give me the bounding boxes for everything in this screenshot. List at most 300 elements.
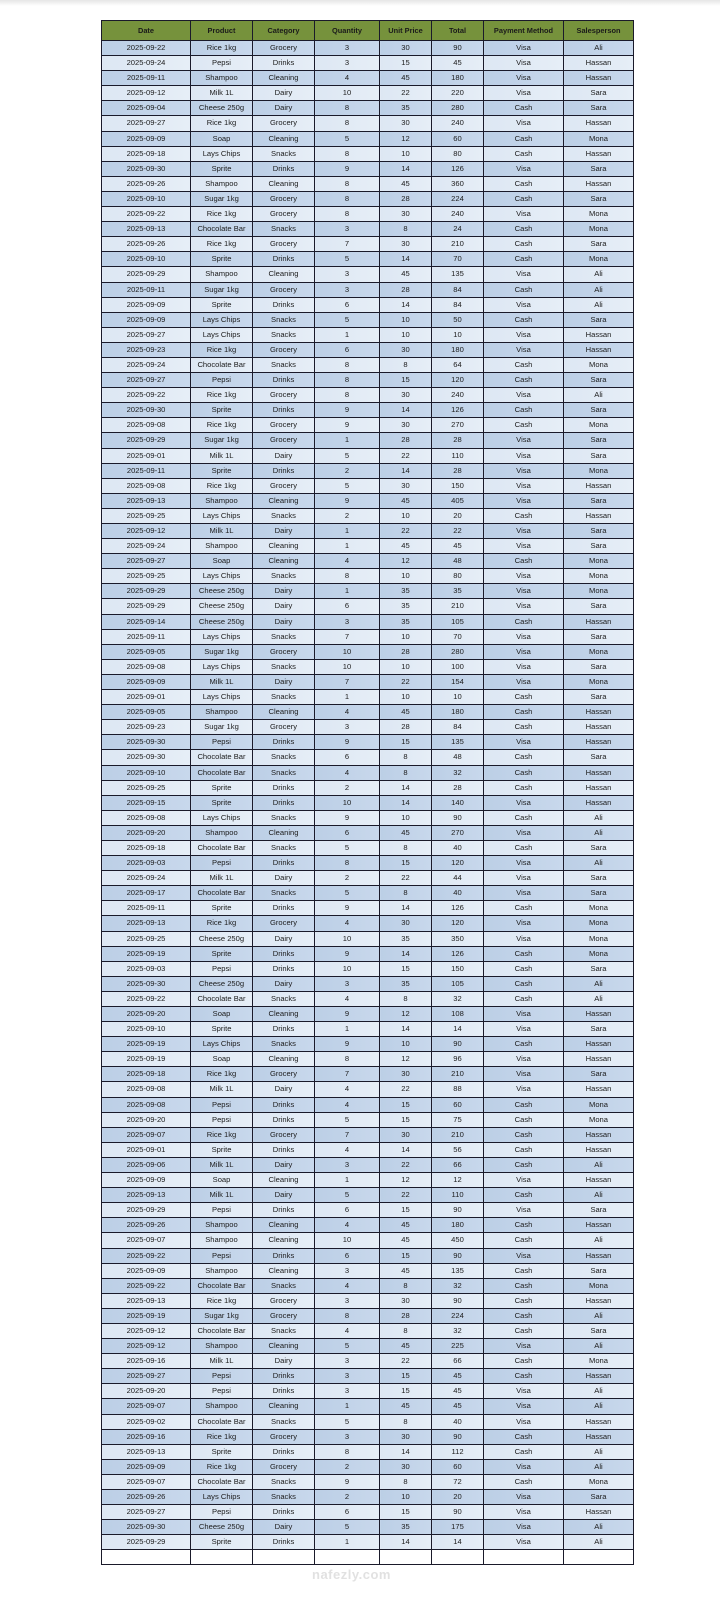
- cell-category: Drinks: [253, 961, 315, 976]
- cell-total: 135: [432, 267, 484, 282]
- cell-date: 2025-09-25: [102, 569, 191, 584]
- cell-unit-price: 15: [380, 1248, 432, 1263]
- cell-payment-method: Cash: [484, 976, 564, 991]
- sales-table: [101, 20, 634, 1565]
- cell-quantity: 6: [315, 825, 380, 840]
- cell-product: Lays Chips: [191, 327, 253, 342]
- cell-payment-method: Cash: [484, 1278, 564, 1293]
- cell-quantity: 8: [315, 373, 380, 388]
- cell-unit-price: 10: [380, 146, 432, 161]
- cell-date: 2025-09-13: [102, 1188, 191, 1203]
- cell-payment-method: Cash: [484, 1127, 564, 1142]
- table-row: [102, 946, 634, 961]
- cell-payment-method: Visa: [484, 71, 564, 86]
- cell-unit-price: 30: [380, 237, 432, 252]
- cell-product: Lays Chips: [191, 659, 253, 674]
- cell-category: Grocery: [253, 191, 315, 206]
- cell-quantity: 5: [315, 312, 380, 327]
- cell-quantity: 9: [315, 810, 380, 825]
- cell-total: 60: [432, 131, 484, 146]
- table-row: [102, 991, 634, 1006]
- cell-total: 45: [432, 1369, 484, 1384]
- cell-payment-method: Cash: [484, 901, 564, 916]
- table-row: [102, 433, 634, 448]
- cell-unit-price: 10: [380, 810, 432, 825]
- cell-payment-method: Visa: [484, 56, 564, 71]
- cell-salesperson: Hassan: [564, 1505, 634, 1520]
- cell-quantity: 6: [315, 342, 380, 357]
- cell-unit-price: 12: [380, 1173, 432, 1188]
- cell-unit-price: 30: [380, 1293, 432, 1308]
- cell-total: 240: [432, 388, 484, 403]
- cell-total: 28: [432, 433, 484, 448]
- cell-category: Dairy: [253, 1354, 315, 1369]
- cell-unit-price: 30: [380, 1429, 432, 1444]
- cell-unit-price: 14: [380, 795, 432, 810]
- cell-product: Milk 1L: [191, 871, 253, 886]
- cell-payment-method: Cash: [484, 554, 564, 569]
- empty-cell: [484, 1550, 564, 1565]
- cell-payment-method: Cash: [484, 373, 564, 388]
- cell-unit-price: 22: [380, 86, 432, 101]
- table-row: [102, 373, 634, 388]
- cell-total: 96: [432, 1052, 484, 1067]
- cell-date: 2025-09-20: [102, 825, 191, 840]
- table-row: [102, 1459, 634, 1474]
- cell-total: 28: [432, 780, 484, 795]
- cell-category: Snacks: [253, 886, 315, 901]
- cell-unit-price: 22: [380, 871, 432, 886]
- cell-salesperson: Mona: [564, 584, 634, 599]
- cell-category: Snacks: [253, 508, 315, 523]
- column-header-total: Total: [432, 21, 484, 41]
- cell-category: Dairy: [253, 614, 315, 629]
- cell-total: 45: [432, 539, 484, 554]
- cell-total: 224: [432, 191, 484, 206]
- table-row: [102, 524, 634, 539]
- table-row: [102, 418, 634, 433]
- cell-payment-method: Cash: [484, 720, 564, 735]
- cell-product: Sprite: [191, 1535, 253, 1550]
- cell-salesperson: Mona: [564, 554, 634, 569]
- cell-date: 2025-09-11: [102, 629, 191, 644]
- cell-quantity: 3: [315, 614, 380, 629]
- cell-unit-price: 14: [380, 297, 432, 312]
- cell-quantity: 4: [315, 1142, 380, 1157]
- cell-unit-price: 30: [380, 207, 432, 222]
- cell-date: 2025-09-22: [102, 991, 191, 1006]
- cell-quantity: 3: [315, 1354, 380, 1369]
- table-row: [102, 931, 634, 946]
- cell-category: Dairy: [253, 584, 315, 599]
- cell-salesperson: Hassan: [564, 71, 634, 86]
- cell-salesperson: Sara: [564, 1263, 634, 1278]
- table-row: [102, 222, 634, 237]
- cell-quantity: 8: [315, 207, 380, 222]
- cell-product: Rice 1kg: [191, 342, 253, 357]
- cell-category: Grocery: [253, 282, 315, 297]
- cell-date: 2025-09-13: [102, 1293, 191, 1308]
- table-row: [102, 116, 634, 131]
- cell-salesperson: Ali: [564, 1520, 634, 1535]
- cell-payment-method: Visa: [484, 931, 564, 946]
- cell-category: Cleaning: [253, 1263, 315, 1278]
- column-header-product: Product: [191, 21, 253, 41]
- cell-quantity: 5: [315, 131, 380, 146]
- cell-date: 2025-09-27: [102, 554, 191, 569]
- table-row: [102, 1127, 634, 1142]
- cell-total: 66: [432, 1354, 484, 1369]
- cell-date: 2025-09-08: [102, 418, 191, 433]
- cell-product: Milk 1L: [191, 1082, 253, 1097]
- cell-category: Drinks: [253, 795, 315, 810]
- cell-quantity: 9: [315, 161, 380, 176]
- table-row: [102, 463, 634, 478]
- cell-category: Drinks: [253, 373, 315, 388]
- cell-payment-method: Cash: [484, 1097, 564, 1112]
- cell-payment-method: Cash: [484, 312, 564, 327]
- cell-date: 2025-09-24: [102, 357, 191, 372]
- cell-payment-method: Visa: [484, 1022, 564, 1037]
- cell-payment-method: Cash: [484, 191, 564, 206]
- cell-payment-method: Cash: [484, 705, 564, 720]
- cell-salesperson: Sara: [564, 690, 634, 705]
- table-row: [102, 297, 634, 312]
- cell-quantity: 5: [315, 886, 380, 901]
- cell-date: 2025-09-08: [102, 659, 191, 674]
- cell-category: Grocery: [253, 478, 315, 493]
- table-row: [102, 1097, 634, 1112]
- cell-category: Cleaning: [253, 131, 315, 146]
- table-row: [102, 901, 634, 916]
- cell-product: Chocolate Bar: [191, 1323, 253, 1338]
- cell-salesperson: Ali: [564, 1308, 634, 1323]
- cell-product: Pepsi: [191, 1369, 253, 1384]
- cell-product: Sprite: [191, 780, 253, 795]
- cell-category: Cleaning: [253, 176, 315, 191]
- cell-product: Milk 1L: [191, 524, 253, 539]
- cell-salesperson: Sara: [564, 840, 634, 855]
- cell-category: Snacks: [253, 765, 315, 780]
- cell-salesperson: Mona: [564, 252, 634, 267]
- cell-total: 180: [432, 1218, 484, 1233]
- cell-salesperson: Mona: [564, 674, 634, 689]
- cell-payment-method: Cash: [484, 1429, 564, 1444]
- cell-salesperson: Ali: [564, 388, 634, 403]
- column-header-payment-method: Payment Method: [484, 21, 564, 41]
- cell-category: Snacks: [253, 146, 315, 161]
- cell-total: 84: [432, 297, 484, 312]
- cell-date: 2025-09-08: [102, 810, 191, 825]
- cell-total: 35: [432, 584, 484, 599]
- cell-product: Lays Chips: [191, 1037, 253, 1052]
- cell-date: 2025-09-08: [102, 1097, 191, 1112]
- cell-salesperson: Ali: [564, 1233, 634, 1248]
- cell-total: 90: [432, 1429, 484, 1444]
- cell-quantity: 1: [315, 1535, 380, 1550]
- cell-date: 2025-09-29: [102, 599, 191, 614]
- cell-quantity: 1: [315, 1399, 380, 1414]
- cell-unit-price: 22: [380, 1354, 432, 1369]
- cell-unit-price: 28: [380, 191, 432, 206]
- cell-product: Lays Chips: [191, 508, 253, 523]
- cell-unit-price: 12: [380, 1007, 432, 1022]
- cell-category: Grocery: [253, 418, 315, 433]
- cell-unit-price: 28: [380, 433, 432, 448]
- cell-product: Soap: [191, 554, 253, 569]
- cell-payment-method: Cash: [484, 357, 564, 372]
- cell-salesperson: Mona: [564, 418, 634, 433]
- cell-quantity: 5: [315, 478, 380, 493]
- cell-category: Snacks: [253, 659, 315, 674]
- cell-product: Chocolate Bar: [191, 886, 253, 901]
- cell-date: 2025-09-10: [102, 1022, 191, 1037]
- cell-unit-price: 45: [380, 176, 432, 191]
- cell-product: Chocolate Bar: [191, 750, 253, 765]
- cell-category: Dairy: [253, 871, 315, 886]
- cell-salesperson: Hassan: [564, 1429, 634, 1444]
- cell-quantity: 9: [315, 1474, 380, 1489]
- cell-category: Dairy: [253, 674, 315, 689]
- cell-total: 90: [432, 1203, 484, 1218]
- column-header-salesperson: Salesperson: [564, 21, 634, 41]
- cell-payment-method: Visa: [484, 1173, 564, 1188]
- cell-quantity: 4: [315, 765, 380, 780]
- empty-cell: [564, 1550, 634, 1565]
- cell-unit-price: 30: [380, 41, 432, 56]
- table-row: [102, 1339, 634, 1354]
- table-row: [102, 101, 634, 116]
- cell-payment-method: Cash: [484, 1369, 564, 1384]
- cell-quantity: 5: [315, 1520, 380, 1535]
- cell-total: 240: [432, 116, 484, 131]
- cell-date: 2025-09-29: [102, 1535, 191, 1550]
- cell-payment-method: Visa: [484, 629, 564, 644]
- table-row: [102, 146, 634, 161]
- cell-salesperson: Hassan: [564, 146, 634, 161]
- cell-payment-method: Cash: [484, 1474, 564, 1489]
- cell-product: Sprite: [191, 901, 253, 916]
- cell-product: Pepsi: [191, 1203, 253, 1218]
- cell-payment-method: Visa: [484, 1414, 564, 1429]
- cell-quantity: 1: [315, 584, 380, 599]
- cell-category: Dairy: [253, 101, 315, 116]
- cell-product: Pepsi: [191, 373, 253, 388]
- cell-unit-price: 10: [380, 569, 432, 584]
- cell-category: Cleaning: [253, 1007, 315, 1022]
- cell-unit-price: 35: [380, 584, 432, 599]
- cell-salesperson: Mona: [564, 916, 634, 931]
- cell-unit-price: 30: [380, 478, 432, 493]
- cell-quantity: 1: [315, 327, 380, 342]
- cell-category: Cleaning: [253, 71, 315, 86]
- cell-total: 28: [432, 463, 484, 478]
- cell-product: Chocolate Bar: [191, 840, 253, 855]
- cell-salesperson: Hassan: [564, 1218, 634, 1233]
- cell-product: Lays Chips: [191, 569, 253, 584]
- cell-quantity: 9: [315, 418, 380, 433]
- cell-salesperson: Mona: [564, 1112, 634, 1127]
- cell-unit-price: 12: [380, 1052, 432, 1067]
- cell-unit-price: 30: [380, 388, 432, 403]
- cell-quantity: 10: [315, 659, 380, 674]
- cell-product: Lays Chips: [191, 1490, 253, 1505]
- cell-product: Sugar 1kg: [191, 433, 253, 448]
- cell-total: 108: [432, 1007, 484, 1022]
- cell-payment-method: Cash: [484, 101, 564, 116]
- cell-total: 270: [432, 825, 484, 840]
- cell-unit-price: 45: [380, 1233, 432, 1248]
- cell-quantity: 7: [315, 1127, 380, 1142]
- table-row: [102, 56, 634, 71]
- cell-salesperson: Mona: [564, 901, 634, 916]
- cell-date: 2025-09-29: [102, 584, 191, 599]
- table-row: [102, 840, 634, 855]
- table-row: [102, 161, 634, 176]
- cell-category: Cleaning: [253, 705, 315, 720]
- cell-payment-method: Visa: [484, 916, 564, 931]
- cell-payment-method: Cash: [484, 690, 564, 705]
- cell-product: Cheese 250g: [191, 584, 253, 599]
- table-row: [102, 1520, 634, 1535]
- table-row: [102, 1173, 634, 1188]
- cell-payment-method: Visa: [484, 1399, 564, 1414]
- cell-unit-price: 28: [380, 1308, 432, 1323]
- cell-total: 40: [432, 1414, 484, 1429]
- cell-salesperson: Mona: [564, 131, 634, 146]
- cell-quantity: 8: [315, 116, 380, 131]
- cell-category: Drinks: [253, 1248, 315, 1263]
- table-row: [102, 825, 634, 840]
- cell-salesperson: Hassan: [564, 705, 634, 720]
- cell-payment-method: Visa: [484, 342, 564, 357]
- cell-salesperson: Sara: [564, 886, 634, 901]
- cell-payment-method: Visa: [484, 644, 564, 659]
- cell-quantity: 3: [315, 976, 380, 991]
- cell-total: 66: [432, 1157, 484, 1172]
- cell-total: 44: [432, 871, 484, 886]
- cell-salesperson: Sara: [564, 1323, 634, 1338]
- cell-product: Shampoo: [191, 539, 253, 554]
- cell-salesperson: Ali: [564, 282, 634, 297]
- cell-salesperson: Mona: [564, 463, 634, 478]
- cell-salesperson: Sara: [564, 1067, 634, 1082]
- cell-quantity: 1: [315, 539, 380, 554]
- cell-total: 32: [432, 991, 484, 1006]
- cell-payment-method: Cash: [484, 1112, 564, 1127]
- cell-date: 2025-09-09: [102, 312, 191, 327]
- cell-payment-method: Visa: [484, 207, 564, 222]
- cell-unit-price: 15: [380, 1203, 432, 1218]
- cell-salesperson: Sara: [564, 86, 634, 101]
- cell-salesperson: Ali: [564, 991, 634, 1006]
- cell-date: 2025-09-08: [102, 1082, 191, 1097]
- cell-category: Cleaning: [253, 1233, 315, 1248]
- cell-payment-method: Visa: [484, 448, 564, 463]
- cell-total: 70: [432, 629, 484, 644]
- table-row: [102, 327, 634, 342]
- cell-salesperson: Ali: [564, 856, 634, 871]
- table-row: [102, 1037, 634, 1052]
- cell-quantity: 2: [315, 1459, 380, 1474]
- cell-payment-method: Cash: [484, 282, 564, 297]
- cell-salesperson: Sara: [564, 524, 634, 539]
- cell-unit-price: 14: [380, 252, 432, 267]
- cell-quantity: 10: [315, 1233, 380, 1248]
- cell-salesperson: Ali: [564, 1459, 634, 1474]
- cell-payment-method: Visa: [484, 584, 564, 599]
- cell-product: Sprite: [191, 463, 253, 478]
- cell-product: Sugar 1kg: [191, 644, 253, 659]
- cell-total: 126: [432, 161, 484, 176]
- cell-payment-method: Cash: [484, 418, 564, 433]
- cell-total: 154: [432, 674, 484, 689]
- cell-payment-method: Cash: [484, 403, 564, 418]
- cell-unit-price: 35: [380, 599, 432, 614]
- cell-salesperson: Hassan: [564, 1127, 634, 1142]
- cell-unit-price: 8: [380, 1278, 432, 1293]
- cell-payment-method: Cash: [484, 1444, 564, 1459]
- cell-category: Cleaning: [253, 267, 315, 282]
- cell-total: 210: [432, 237, 484, 252]
- cell-date: 2025-09-09: [102, 1459, 191, 1474]
- cell-date: 2025-09-11: [102, 463, 191, 478]
- cell-unit-price: 30: [380, 916, 432, 931]
- cell-payment-method: Visa: [484, 297, 564, 312]
- table-row: [102, 1308, 634, 1323]
- cell-category: Snacks: [253, 222, 315, 237]
- cell-quantity: 3: [315, 267, 380, 282]
- cell-product: Chocolate Bar: [191, 765, 253, 780]
- cell-quantity: 3: [315, 1369, 380, 1384]
- cell-salesperson: Ali: [564, 810, 634, 825]
- cell-quantity: 4: [315, 1082, 380, 1097]
- cell-unit-price: 30: [380, 1127, 432, 1142]
- cell-payment-method: Visa: [484, 599, 564, 614]
- cell-product: Milk 1L: [191, 86, 253, 101]
- table-row: [102, 750, 634, 765]
- cell-quantity: 1: [315, 1022, 380, 1037]
- cell-date: 2025-09-11: [102, 282, 191, 297]
- cell-total: 12: [432, 1173, 484, 1188]
- table-row: [102, 312, 634, 327]
- table-row: [102, 780, 634, 795]
- cell-unit-price: 45: [380, 1399, 432, 1414]
- cell-date: 2025-09-11: [102, 901, 191, 916]
- cell-quantity: 9: [315, 901, 380, 916]
- cell-total: 50: [432, 312, 484, 327]
- cell-product: Chocolate Bar: [191, 991, 253, 1006]
- cell-category: Dairy: [253, 599, 315, 614]
- cell-payment-method: Visa: [484, 1520, 564, 1535]
- cell-quantity: 8: [315, 1444, 380, 1459]
- table-row: [102, 508, 634, 523]
- cell-category: Grocery: [253, 41, 315, 56]
- cell-total: 80: [432, 146, 484, 161]
- cell-quantity: 2: [315, 463, 380, 478]
- cell-payment-method: Visa: [484, 569, 564, 584]
- cell-unit-price: 8: [380, 1323, 432, 1338]
- table-row: [102, 1490, 634, 1505]
- cell-unit-price: 14: [380, 1444, 432, 1459]
- cell-product: Chocolate Bar: [191, 1278, 253, 1293]
- table-row: [102, 1218, 634, 1233]
- table-row: [102, 810, 634, 825]
- cell-category: Snacks: [253, 1414, 315, 1429]
- cell-salesperson: Hassan: [564, 780, 634, 795]
- cell-payment-method: Cash: [484, 780, 564, 795]
- cell-quantity: 7: [315, 237, 380, 252]
